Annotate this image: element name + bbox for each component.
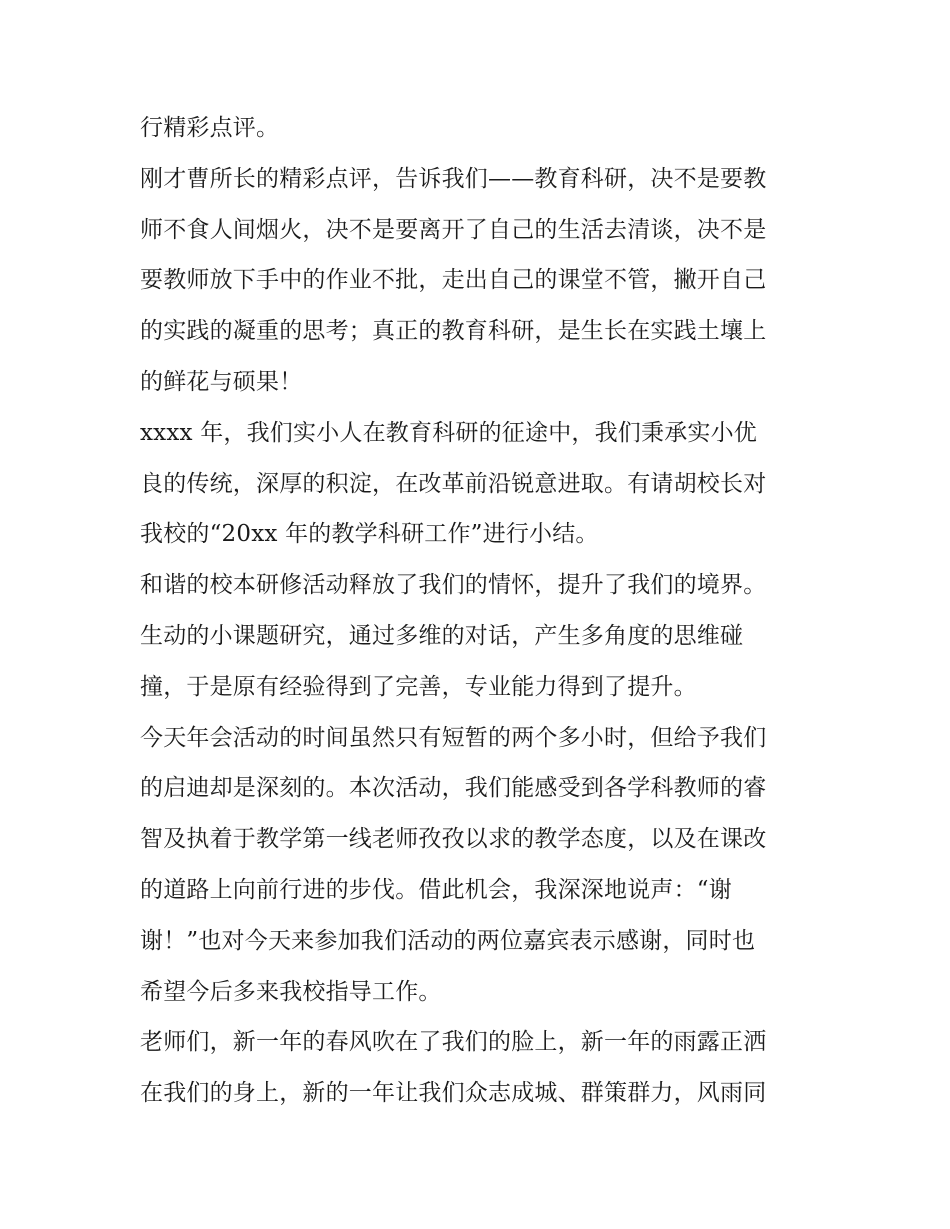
text-line: 谢！”也对今天来参加我们活动的两位嘉宾表示感谢，同时也 [140,927,756,954]
text-line: 师不食人间烟火，决不是要离开了自己的生活去清谈，决不是 [140,216,767,243]
text-line: 希望今后多来我校指导工作。 [140,978,442,1005]
text-line: 的启迪却是深刻的。本次活动，我们能感受到各学科教师的睿 [140,775,767,802]
text-line: 在我们的身上，新的一年让我们众志成城、群策群力，风雨同 [140,1080,767,1107]
text-line: 生动的小课题研究，通过多维的对话，产生多角度的思维碰 [140,622,744,649]
text-line: 撞，于是原有经验得到了完善，专业能力得到了提升。 [140,673,697,700]
text-line: 我校的“20xx 年的教学科研工作”进行小结。 [140,521,599,548]
text-line: 今天年会活动的时间虽然只有短暂的两个多小时，但给予我们 [140,724,767,751]
text-line: 的鲜花与硕果！ [140,368,303,395]
text-line: xxxx 年，我们实小人在教育科研的征途中，我们秉承实小优 [140,419,757,446]
text-line: 的实践的凝重的思考；真正的教育科研，是生长在实践土壤上 [140,318,767,345]
text-line: 和谐的校本研修活动释放了我们的情怀，提升了我们的境界。 [140,572,767,599]
text-line: 老师们，新一年的春风吹在了我们的脸上，新一年的雨露正洒 [140,1029,767,1056]
text-line: 良的传统，深厚的积淀，在改革前沿锐意进取。有请胡校长对 [140,470,767,497]
text-line: 要教师放下手中的作业不批，走出自己的课堂不管，撇开自己 [140,267,767,294]
text-line: 智及执着于教学第一线老师孜孜以求的教学态度，以及在课改 [140,826,767,853]
text-line: 刚才曹所长的精彩点评，告诉我们——教育科研，决不是要教 [140,165,767,192]
text-line: 的道路上向前行进的步伐。借此机会，我深深地说声：“谢 [140,876,732,903]
text-line: 行精彩点评。 [140,115,280,141]
document-body [140,103,815,1119]
